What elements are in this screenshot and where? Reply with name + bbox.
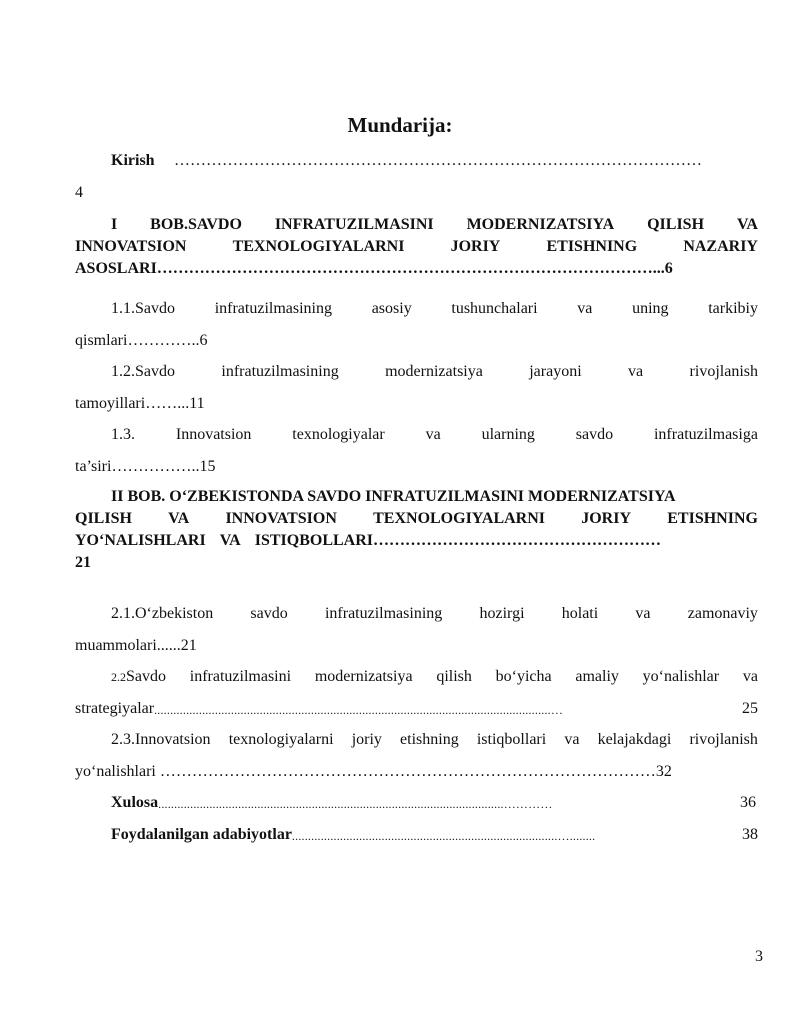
word: MODERNIZATSIYA — [466, 216, 615, 233]
toc-section-2-2-line-2[interactable] — [75, 700, 758, 718]
toc-dots: ............................................................................................................................… — [154, 703, 564, 717]
word: ularning — [481, 426, 535, 443]
word: QILISH — [75, 510, 132, 527]
word: tarkibiy — [708, 300, 758, 317]
toc-chapter-2-line-1[interactable]: II BOB. O‘ZBEKISTONDA SAVDO INFRATUZILMASINI MODERNIZATSIYA — [111, 488, 676, 505]
toc-chapter-2-line-3[interactable] — [75, 532, 758, 550]
toc-section-2-2[interactable] — [111, 668, 758, 686]
section-number: 2.2 — [111, 670, 126, 684]
word: bo‘yicha — [495, 668, 552, 685]
word: va — [564, 731, 580, 748]
toc-section-1-3[interactable] — [111, 426, 758, 444]
word: infratuzilmasini — [189, 668, 292, 685]
toc-chapter-2-line-2[interactable] — [75, 510, 758, 528]
word: JORIY — [450, 238, 501, 255]
word: savdo — [575, 426, 614, 443]
toc-page: 25 — [742, 700, 758, 717]
word: VA — [219, 532, 241, 549]
word: asosiy — [371, 300, 412, 317]
word: infratuzilmasining — [214, 300, 332, 317]
word: holati — [561, 605, 599, 622]
toc-dots: ……………………………………………………………………………………… — [174, 152, 702, 169]
toc-label: strategiyalar — [75, 700, 155, 717]
word — [111, 668, 166, 686]
word: va — [577, 300, 593, 317]
word: TEXNOLOGIYALARNI — [232, 238, 405, 255]
word: INNOVATSION — [225, 510, 337, 527]
toc-page: 4 — [75, 184, 83, 201]
word: qilish — [436, 668, 472, 685]
word: ETISHNING — [546, 238, 638, 255]
word: modernizatsiya — [385, 363, 483, 380]
word: rivojlanish — [689, 731, 758, 748]
word: infratuzilmasining — [221, 363, 339, 380]
word: JORIY — [581, 510, 632, 527]
word: yo‘nalishlar — [642, 668, 720, 685]
word: BOB.SAVDO — [150, 216, 242, 233]
word: texnologiyalar — [292, 426, 385, 443]
toc-chapter-2-page: 21 — [75, 554, 91, 571]
word: 1.1.Savdo — [111, 300, 175, 317]
page-number: 3 — [755, 948, 763, 965]
word: jarayoni — [529, 363, 582, 380]
word: zamonaviy — [687, 605, 758, 622]
word: Savdo — [126, 668, 166, 685]
toc-section-1-2[interactable] — [111, 363, 758, 381]
word: 1.3. — [111, 426, 135, 443]
word: I — [111, 216, 118, 233]
word: kelajakdagi — [597, 731, 672, 748]
word: uning — [632, 300, 669, 317]
word: tushunchalari — [451, 300, 538, 317]
toc-section-2-1[interactable] — [111, 605, 758, 623]
word: NAZARIY — [683, 238, 758, 255]
toc-page: 38 — [742, 826, 758, 843]
word: TEXNOLOGIYALARNI — [373, 510, 545, 527]
word: amaliy — [575, 668, 619, 685]
word: 1.2.Savdo — [111, 363, 175, 380]
word: infratuzilmasining — [324, 605, 443, 622]
word: VA — [736, 216, 758, 233]
toc-section-2-1-line-2[interactable]: muammolari......21 — [75, 637, 197, 654]
toc-entry-kirish[interactable] — [111, 152, 155, 170]
toc-section-2-3[interactable] — [111, 731, 758, 749]
word: modernizatsiya — [314, 668, 413, 685]
toc-section-1-1[interactable] — [111, 300, 758, 318]
word: 2.3.Innovatsion — [111, 731, 211, 748]
toc-entry-adabiyotlar[interactable] — [111, 826, 758, 844]
word: joriy — [351, 731, 382, 748]
toc-section-1-1-line-2[interactable]: qismlari…………..6 — [75, 332, 208, 349]
toc-chapter-1-line-2[interactable] — [75, 238, 758, 256]
toc-chapter-1-line-3[interactable]: ASOSLARI…………………………………………………………………………………...6 — [75, 260, 673, 277]
word: va — [742, 668, 758, 685]
toc-section-1-2-line-2[interactable]: tamoyillari……...11 — [75, 395, 205, 412]
toc-section-1-3-line-2[interactable]: ta’siri……………..15 — [75, 458, 216, 475]
word: ETISHNING — [667, 510, 758, 527]
toc-dots: ............................................................................................................………… — [158, 797, 553, 811]
toc-label: Kirish — [111, 152, 155, 169]
word: ISTIQBOLLARI……………………………………………… — [254, 532, 661, 549]
word: etishning — [400, 731, 459, 748]
word: hozirgi — [479, 605, 525, 622]
word: YO‘NALISHLARI — [75, 532, 206, 549]
word: istiqbollari — [476, 731, 547, 748]
toc-label: Foydalanilgan adabiyotlar — [111, 826, 292, 843]
word: INNOVATSION — [75, 238, 187, 255]
toc-label: Xulosa — [111, 794, 159, 811]
toc-page: 36 — [740, 794, 756, 811]
word: rivojlanish — [689, 363, 758, 380]
word: INFRATUZILMASINI — [274, 216, 434, 233]
toc-entry-xulosa[interactable] — [111, 794, 756, 812]
word: 2.1.O‘zbekiston — [111, 605, 214, 622]
word: savdo — [250, 605, 288, 622]
toc-chapter-1-line-1[interactable] — [111, 216, 758, 234]
word: va — [635, 605, 651, 622]
word: va — [628, 363, 644, 380]
page-title: Mundarija: — [347, 113, 453, 137]
word: QILISH — [647, 216, 705, 233]
word: va — [425, 426, 441, 443]
toc-dots: ...................................................................................…........ — [291, 829, 596, 843]
word: Innovatsion — [175, 426, 252, 443]
toc-section-2-3-line-2[interactable]: yo‘nalishlari …………………………………………………………………………………32 — [75, 763, 672, 780]
word: texnologiyalarni — [228, 731, 334, 748]
word: VA — [168, 510, 190, 527]
word: infratuzilmasiga — [653, 426, 758, 443]
